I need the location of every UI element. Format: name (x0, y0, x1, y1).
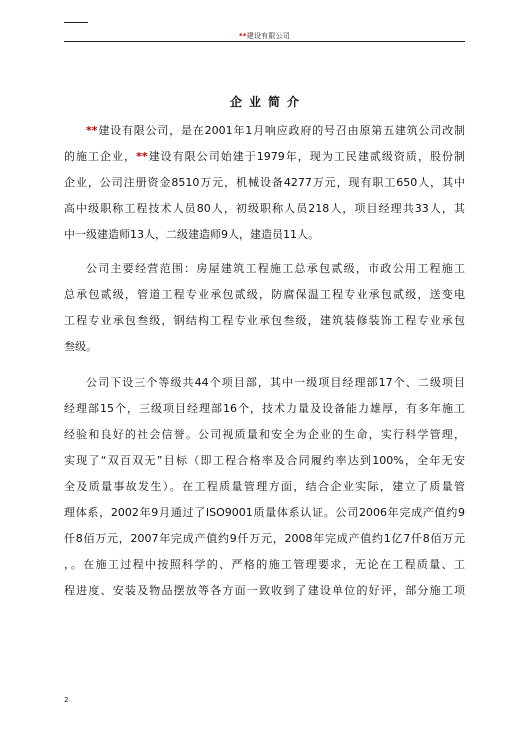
company-mark: ** (86, 124, 98, 137)
paragraph-2-line-3: 工程专业承包叁级，钢结构工程专业承包叁级，建筑装修装饰工程专业承包 (64, 314, 465, 327)
header-rule (64, 41, 465, 42)
paragraph-2-line-2: 总承包贰级，管道工程专业承包贰级，防腐保温工程专业承包贰级，送变电 (64, 288, 465, 301)
paragraph-1-line-1 (64, 118, 465, 144)
paragraph-gap (64, 360, 465, 370)
paragraph-1-line-4: 高中级职称工程技术人员80人，初级职称人员218人，项目经理共33人，其 (64, 202, 465, 215)
paragraph-3-line-2: 经理部15个，三级项目经理部16个，技术力量及设备能力雄厚，有多年施工 (64, 402, 465, 415)
running-header (0, 31, 529, 41)
document-body (64, 118, 465, 604)
line-text: 建设有限公司，是在2001年1月响应政府的号召由原第五建筑公司改制 (97, 124, 465, 137)
paragraph-1-line-3: 企业，公司注册资金8510万元，机械设备4277万元，现有职工650人，其中 (64, 176, 465, 189)
paragraph-3-line-4: 实现了“双百双无”目标（即工程合格率及合同履约率达到100%，全年无安 (64, 454, 465, 467)
paragraph-1-line-2 (64, 144, 465, 170)
line-text: 的施工企业， (64, 150, 137, 163)
paragraph-3-line-6: 理体系，2002年9月通过了ISO9001质量体系认证。公司2006年完成产值约9 (64, 506, 465, 519)
header-company-mark: ** (239, 32, 247, 40)
header-top-rule (64, 22, 88, 23)
paragraph-2-line-1: 公司主要经营范围：房屋建筑工程施工总承包贰级，市政公用工程施工 (86, 262, 465, 275)
paragraph-3-line-5: 全及质量事故发生）。在工程质量管理方面，结合企业实际，建立了质量管 (64, 480, 465, 493)
paragraph-3-line-3: 经验和良好的社会信誉。公司视质量和安全为企业的生命，实行科学管理， (64, 428, 465, 441)
paragraph-1-line-5: 中一级建造师13人，二级建造师9人，建造员11人。 (64, 228, 319, 241)
company-mark: ** (136, 150, 148, 163)
document-title: 企业简介 (229, 95, 306, 109)
paragraph-gap (64, 248, 465, 256)
paragraph-2-line-4: 叁级。 (64, 340, 97, 353)
paragraph-3-line-8: ，。在施工过程中按照科学的、严格的施工管理要求，无论在工程质量、工 (64, 558, 465, 571)
line-text: 建设有限公司始建于1979年，现为工民建贰级资质，股份制 (147, 150, 465, 163)
paragraph-3-line-1: 公司下设三个等级共44个项目部，其中一级项目经理部17个、二级项目 (86, 376, 465, 389)
header-company-name: 建设有限公司 (246, 32, 290, 40)
paragraph-3-line-9: 程进度、安装及物品摆放等各方面一致收到了建设单位的好评，部分施工项 (64, 584, 465, 597)
page-number: 2 (64, 696, 69, 704)
paragraph-3-line-7: 仟8佰万元，2007年完成产值约9仟万元，2008年完成产值约1亿7仟8佰万元 (64, 532, 465, 545)
